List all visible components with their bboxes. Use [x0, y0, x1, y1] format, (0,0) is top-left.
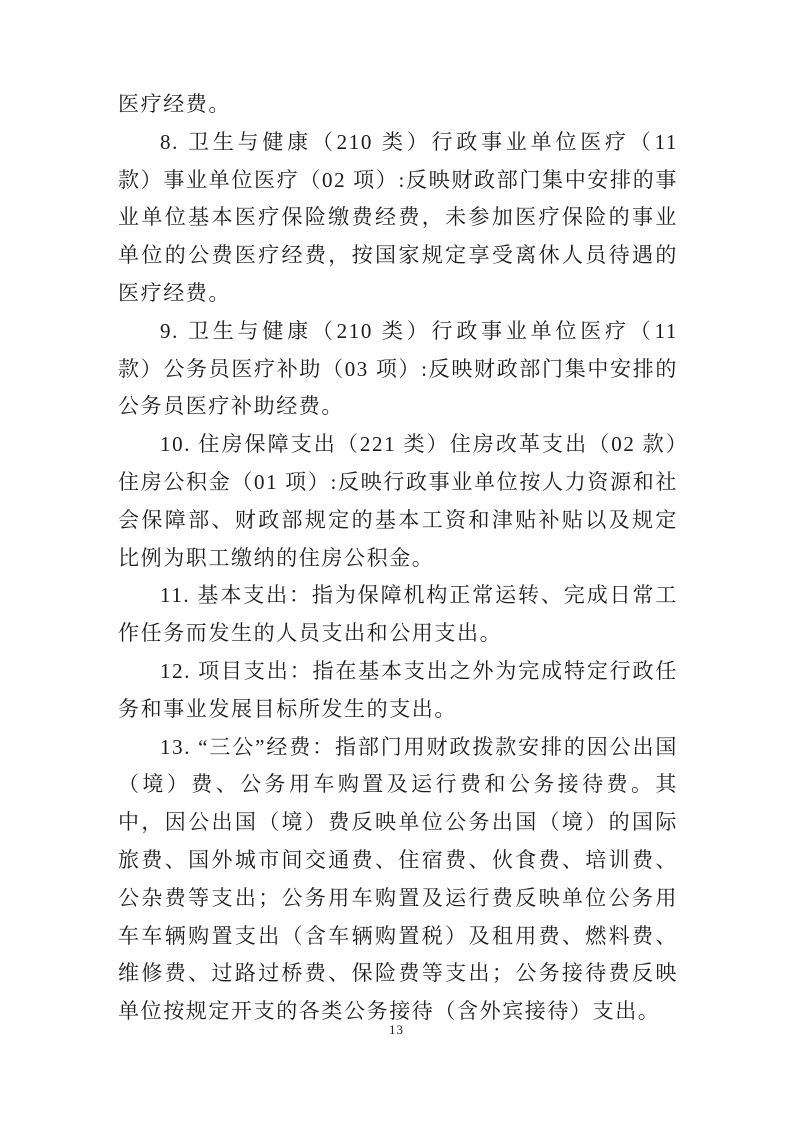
paragraph-item-11: 11. 基本支出：指为保障机构正常运转、完成日常工作任务而发生的人员支出和公用支出。	[118, 583, 678, 646]
paragraph-item-12: 12. 项目支出：指在基本支出之外为完成特定行政任务和事业发展目标所发生的支出。	[118, 658, 678, 721]
document-body	[118, 86, 678, 1031]
paragraph-continuation: 医疗经费。	[118, 92, 231, 116]
paragraph-item-9: 9. 卫生与健康（210 类）行政事业单位医疗（11 款）公务员医疗补助（03 项）:反映财政部门集中安排的公务员医疗补助经费。	[118, 318, 678, 419]
paragraph-item-10: 10. 住房保障支出（221 类）住房改革支出（02 款）住房公积金（01 项）:反映行政事业单位按人力资源和社会保障部、财政部规定的基本工资和津贴补贴以及规定比例为职工缴纳的住房公积金。	[118, 432, 678, 570]
paragraph-item-8: 8. 卫生与健康（210 类）行政事业单位医疗（11 款）事业单位医疗（02 项）:反映财政部门集中安排的事业单位基本医疗保险缴费经费，未参加医疗保险的事业单位的公费医疗经费，按国家规定享受离休人员待遇的医疗经费。	[118, 129, 678, 305]
page-number: 13	[389, 1022, 404, 1037]
paragraph-item-13: 13. “三公”经费：指部门用财政拨款安排的因公出国（境）费、公务用车购置及运行费和公务接待费。其中，因公出国（境）费反映单位公务出国（境）的国际旅费、国外城市间交通费、住宿费、伙食费、培训费、公杂费等支出；公务用车购置及运行费反映单位公务用车车辆购置支出（含车辆购置税）及租用费、燃料费、维修费、过路过桥费、保险费等支出；公务接待费反映单位按规定开支的各类公务接待（含外宾接待）支出。	[118, 734, 678, 1024]
